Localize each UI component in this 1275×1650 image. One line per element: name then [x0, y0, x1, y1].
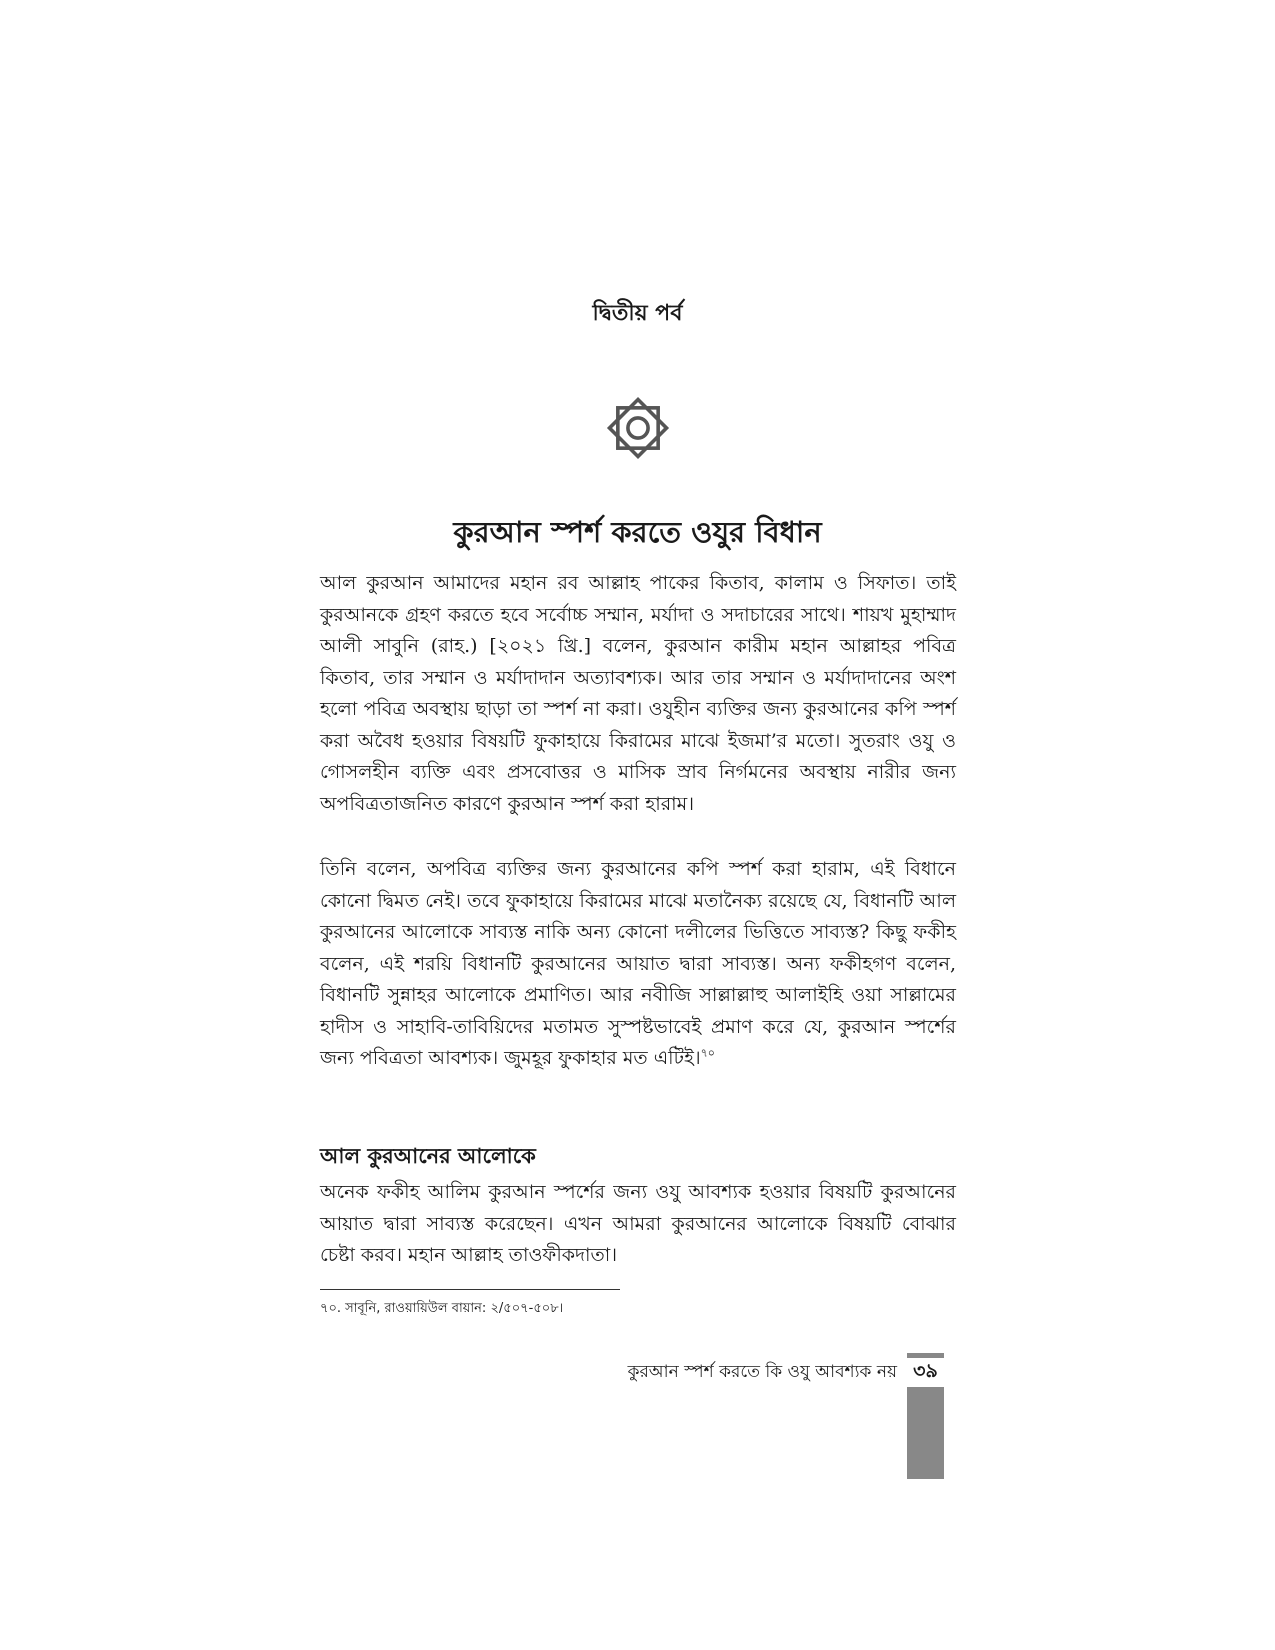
- body-paragraph-2: [320, 854, 956, 1075]
- thumb-tab: [907, 1353, 944, 1479]
- body-paragraph-1: আল কুরআন আমাদের মহান রব আল্লাহ পাকের কিতাব, কালাম ও সিফাত। তাই কুরআনকে গ্রহণ করতে হবে সর্বোচ্চ সম্মান, মর্যাদা ও সদাচারের সাথে। শায়খ মুহাম্মাদ আলী সাবুনি (রাহ.) [২০২১ খ্রি.] বলেন, কুরআন কারীম মহান আল্লাহর পবিত্র কিতাব, তার সম্মান ও মর্যাদাদান অত্যাবশ্যক। আর তার সম্মান ও মর্যাদাদানের অংশ হলো পবিত্র অবস্থায় ছাড়া তা স্পর্শ না করা। ওযুহীন ব্যক্তির জন্য কুরআনের কপি স্পর্শ করা অবৈধ হওয়ার বিষয়টি ফুকাহায়ে কিরামের মাঝে ইজমা’র মতো। সুতরাং ওযু ও গোসলহীন ব্যক্তি এবং প্রসবোত্তর ও মাসিক স্রাব নির্গমনের অবস্থায় নারীর জন্য অপবিত্রতাজনিত কারণে কুরআন স্পর্শ করা হারাম।: [320, 572, 956, 815]
- thumb-tab-bar: [907, 1387, 944, 1479]
- body-paragraph-3: অনেক ফকীহ আলিম কুরআন স্পর্শের জন্য ওযু আবশ্যক হওয়ার বিষয়টি কুরআনের আয়াত দ্বারা সাব্যস্ত করেছেন। এখন আমরা কুরআনের আলোকে বিষয়টি বোঝার চেষ্টা করব। মহান আল্লাহ তাওফীকদাতা।: [320, 1181, 956, 1266]
- running-footer: কুরআন স্পর্শ করতে কি ওযু আবশ্যক নয়: [627, 1362, 897, 1382]
- footnote-reference: ৭০: [700, 1046, 715, 1060]
- page-number: ৩৯: [913, 1360, 938, 1382]
- part-label: দ্বিতীয় পর্ব: [592, 301, 683, 326]
- footnote-divider: [320, 1289, 620, 1290]
- body-paragraph-2-text: তিনি বলেন, অপবিত্র ব্যক্তির জন্য কুরআনের কপি স্পর্শ করা হারাম, এই বিধানে কোনো দ্বিমত নেই। তবে ফুকাহায়ে কিরামের মাঝে মতানৈক্য রয়েছে যে, বিধানটি আল কুরআনের আলোকে সাব্যস্ত নাকি অন্য কোনো দলীলের ভিত্তিতে সাব্যস্ত? কিছু ফকীহ বলেন, এই শরয়ি বিধানটি কুরআনের আয়াত দ্বারা সাব্যস্ত। অন্য ফকীহগণ বলেন, বিধানটি সুন্নাহর আলোকে প্রমাণিত। আর নবীজি সাল্লাল্লাহু আলাইহি ওয়া সাল্লামের হাদীস ও সাহাবি-তাবিয়িদের মতামত সুস্পষ্টভাবেই প্রমাণ করে যে, কুরআন স্পর্শের জন্য পবিত্রতা আবশ্যক। জুমহূর ফুকাহার মত এটিই।: [320, 858, 956, 1069]
- rosette-ornament-icon: [602, 392, 674, 464]
- footnote: ৭০. সাবূনি, রাওয়ায়িউল বায়ান: ২/৫০৭-৫০৮।: [320, 1301, 564, 1316]
- section-heading: আল কুরআনের আলোকে: [320, 1144, 536, 1168]
- chapter-title: কুরআন স্পর্শ করতে ওযুর বিধান: [453, 515, 822, 549]
